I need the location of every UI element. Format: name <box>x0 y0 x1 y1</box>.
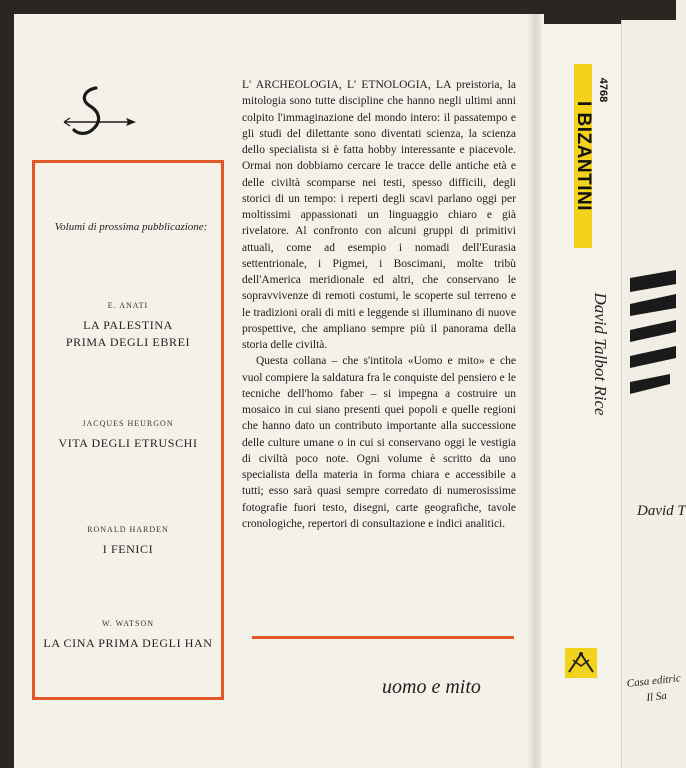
publisher-name <box>626 670 683 707</box>
spine-emblem <box>565 648 597 678</box>
upcoming-book <box>35 525 221 558</box>
flap-description <box>242 77 516 532</box>
flap-fold <box>527 14 541 768</box>
book-title <box>35 541 221 558</box>
spine-author: David Talbot Rice <box>591 292 610 416</box>
upcoming-heading: Volumi di prossima pubblicazione: <box>54 221 208 233</box>
book-title-line: LA PALESTINA <box>83 318 173 332</box>
book-author: RONALD HARDEN <box>87 525 169 534</box>
book-author: W. WATSON <box>101 619 155 628</box>
paragraph: L' ARCHEOLOGIA, L' ETNOLOGIA, LA preistoria, la mitologia sono tutte discipline che hanno negli ultimi anni colpito l'immaginazione del mondo intero: il passatempo e gli studi del dilettante sono diventati scienza, la scienza dello specialista si è fatta hobby interessante e piacevole. Ormai non dobbiamo cercare le tracce delle antiche età e delle civiltà scomparse nei testi, spesso difficili, degli storici di un tempo: i reperti degli scavi parlano oggi per moltissimi appassionati un linguaggio chiaro e già rivelatore. Al confronto con alcuni gruppi di primitivi attuali, come ad esempio i nomadi dell'Eurasia settentrionale, i Pigmei, i Boscimani, molte tribù dell'America meridionale ed altri, che conservano le sopravvivenze di remoti costumi, le scoperte sul terreno e le tradizioni orali di miti e leggende si illuminano di nuove prospettive, che ampliano sempre più il panorama della storia delle civiltà. <box>242 79 516 351</box>
paragraph: Questa collana – che s'intitola «Uomo e mito» e che vuol compiere la saldatura fra le conquiste del pensiero e le tecniche dell'homo faber – si impegna a costruire un mosaico in cui siano presenti quei popoli e quelle regioni che hanno dato un contributo importante alla successione delle culture umane o in cui si conservano oggi le vestigia di civiltà poco note. Ogni volume è scritto da uno specialista della materia in forma chiara e accessibile a tutti; esso sarà quasi sempre corredato di numerosissime fotografie fuori testo, disegni, carte geografiche, tavole cronologiche, repertori di consultazione e indici analitici. <box>242 355 516 530</box>
book-title-line: I FENICI <box>102 542 154 556</box>
publisher-line: Il Sa <box>645 689 668 704</box>
zebra-pattern-icon <box>630 270 676 410</box>
book-author: E. ANATI <box>107 301 149 310</box>
upcoming-book <box>35 301 221 351</box>
book-author: JACQUES HEURGON <box>82 419 174 428</box>
series-name: uomo e mito <box>382 676 481 698</box>
publisher-logo-icon <box>62 84 138 144</box>
spine-title: I BIZANTINI <box>573 101 594 211</box>
book-title <box>35 435 221 452</box>
upcoming-book <box>35 619 221 652</box>
emblem-icon <box>565 648 597 678</box>
upcoming-book <box>35 419 221 452</box>
upcoming-titles-box <box>32 160 224 700</box>
spine-number: 4768 <box>597 77 609 103</box>
publisher-line: Casa editric <box>626 672 682 690</box>
book-title <box>35 635 221 652</box>
book-title <box>35 317 221 351</box>
book-title-line: PRIMA DEGLI EBREI <box>65 335 191 349</box>
orange-rule <box>252 636 514 639</box>
book-title-line: VITA DEGLI ETRUSCHI <box>58 436 198 450</box>
book-title-line: LA CINA PRIMA DEGLI HAN <box>43 636 213 650</box>
cover-author: David T <box>637 503 686 519</box>
